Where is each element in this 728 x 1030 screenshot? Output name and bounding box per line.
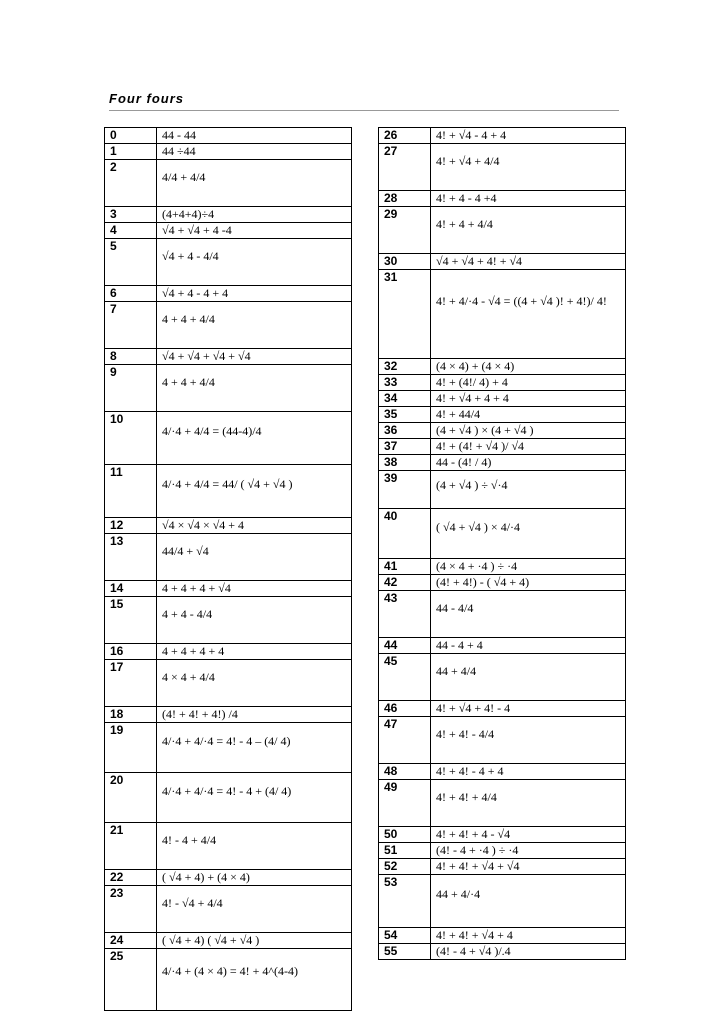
row-expression: 4/·4 + 4/4 = (44-4)/4: [157, 412, 352, 465]
table-row: [105, 949, 352, 1011]
row-number: 17: [105, 660, 157, 707]
table-row: [379, 591, 626, 638]
row-expression: 4! + √4 + 4/4: [431, 144, 626, 191]
row-number: 48: [379, 764, 431, 780]
row-number: 42: [379, 575, 431, 591]
row-number: 1: [105, 144, 157, 160]
row-expression: (4 × 4 + ·4 ) ÷ ·4: [431, 559, 626, 575]
row-expression: 4! - √4 + 4/4: [157, 886, 352, 933]
row-number: 18: [105, 707, 157, 723]
four-fours-table-right: [378, 127, 626, 960]
table-row: [105, 286, 352, 302]
row-expression: √4 + 4 - 4/4: [157, 239, 352, 286]
table-row: [105, 707, 352, 723]
table-row: [379, 859, 626, 875]
row-expression: ( √4 + 4) ( √4 + √4 ): [157, 933, 352, 949]
row-expression: 44 - 4 + 4: [431, 638, 626, 654]
row-expression: 4! + 4! + 4 - √4: [431, 827, 626, 843]
table-row: [379, 559, 626, 575]
row-expression: (4! - 4 + √4 )/.4: [431, 944, 626, 960]
row-expression: 44 - 44: [157, 128, 352, 144]
table-row: [379, 270, 626, 359]
table-row: [379, 455, 626, 471]
row-number: 45: [379, 654, 431, 701]
row-expression: 44 + 4/4: [431, 654, 626, 701]
table-row: [379, 375, 626, 391]
table-row: [105, 933, 352, 949]
title-rule: [109, 110, 619, 111]
row-number: 4: [105, 223, 157, 239]
row-number: 2: [105, 160, 157, 207]
row-number: 34: [379, 391, 431, 407]
row-number: 38: [379, 455, 431, 471]
row-expression: (4 + √4 ) × (4 + √4 ): [431, 423, 626, 439]
table-row: [105, 365, 352, 412]
row-expression: 4/·4 + 4/·4 = 4! - 4 – (4/ 4): [157, 723, 352, 773]
row-number: 31: [379, 270, 431, 359]
row-expression: 44 - (4! / 4): [431, 455, 626, 471]
table-row: [379, 575, 626, 591]
row-number: 47: [379, 717, 431, 764]
table-row: [379, 928, 626, 944]
table-row: [379, 509, 626, 559]
row-number: 24: [105, 933, 157, 949]
row-number: 14: [105, 581, 157, 597]
row-number: 12: [105, 518, 157, 534]
table-row: [379, 701, 626, 717]
row-expression: 4 + 4 + 4 + 4: [157, 644, 352, 660]
table-row: [105, 160, 352, 207]
row-number: 40: [379, 509, 431, 559]
table-row: [379, 144, 626, 191]
row-expression: 4 + 4 - 4/4: [157, 597, 352, 644]
row-expression: 4! + 4! + 4/4: [431, 780, 626, 827]
table-row: [105, 660, 352, 707]
row-number: 19: [105, 723, 157, 773]
row-number: 25: [105, 949, 157, 1011]
row-expression: (4+4+4)÷4: [157, 207, 352, 223]
row-expression: 4! + (4!/ 4) + 4: [431, 375, 626, 391]
row-expression: 4! + √4 - 4 + 4: [431, 128, 626, 144]
row-number: 32: [379, 359, 431, 375]
row-expression: 44 - 4/4: [431, 591, 626, 638]
row-expression: 4! + √4 + 4 + 4: [431, 391, 626, 407]
table-row: [105, 581, 352, 597]
row-expression: 4! + 4! - 4/4: [431, 717, 626, 764]
row-number: 9: [105, 365, 157, 412]
row-number: 3: [105, 207, 157, 223]
row-expression: 4 + 4 + 4/4: [157, 302, 352, 349]
row-expression: (4! + 4!) - ( √4 + 4): [431, 575, 626, 591]
row-expression: 44/4 + √4: [157, 534, 352, 581]
row-expression: 4/4 + 4/4: [157, 160, 352, 207]
row-expression: 4! + 4! + √4 + √4: [431, 859, 626, 875]
table-row: [105, 128, 352, 144]
table-row: [379, 423, 626, 439]
table-row: [105, 302, 352, 349]
table-row: [105, 870, 352, 886]
row-expression: 4! + 4/·4 - √4 = ((4 + √4 )! + 4!)/ 4!: [431, 270, 626, 359]
table-row: [379, 654, 626, 701]
table-row: [379, 191, 626, 207]
table-row: [379, 944, 626, 960]
table-row: [105, 597, 352, 644]
row-number: 54: [379, 928, 431, 944]
row-number: 23: [105, 886, 157, 933]
row-number: 20: [105, 773, 157, 823]
row-expression: 4! + 4 - 4 +4: [431, 191, 626, 207]
table-row: [105, 823, 352, 870]
row-expression: 4 × 4 + 4/4: [157, 660, 352, 707]
row-number: 35: [379, 407, 431, 423]
row-number: 0: [105, 128, 157, 144]
row-number: 15: [105, 597, 157, 644]
table-row: [379, 827, 626, 843]
row-number: 16: [105, 644, 157, 660]
table-row: [379, 128, 626, 144]
row-number: 53: [379, 875, 431, 928]
row-number: 33: [379, 375, 431, 391]
table-row: [379, 207, 626, 254]
table-row: [379, 875, 626, 928]
table-row: [379, 780, 626, 827]
table-row: [105, 534, 352, 581]
row-number: 41: [379, 559, 431, 575]
row-number: 11: [105, 465, 157, 518]
row-number: 22: [105, 870, 157, 886]
row-expression: 44 + 4/·4: [431, 875, 626, 928]
row-number: 27: [379, 144, 431, 191]
row-number: 8: [105, 349, 157, 365]
row-expression: √4 + 4 - 4 + 4: [157, 286, 352, 302]
row-expression: (4 + √4 ) ÷ √·4: [431, 471, 626, 509]
row-expression: 4 + 4 + 4 + √4: [157, 581, 352, 597]
row-number: 5: [105, 239, 157, 286]
row-expression: √4 + √4 + √4 + √4: [157, 349, 352, 365]
row-expression: 4! + 44/4: [431, 407, 626, 423]
page-title: Four fours: [109, 91, 184, 106]
row-expression: (4! + 4! + 4!) /4: [157, 707, 352, 723]
row-expression: 4/·4 + 4/·4 = 4! - 4 + (4/ 4): [157, 773, 352, 823]
table-row: [379, 439, 626, 455]
table-row: [105, 773, 352, 823]
row-expression: ( √4 + √4 ) × 4/·4: [431, 509, 626, 559]
table-row: [379, 843, 626, 859]
row-number: 7: [105, 302, 157, 349]
table-row: [379, 391, 626, 407]
row-expression: 4/·4 + 4/4 = 44/ ( √4 + √4 ): [157, 465, 352, 518]
row-number: 50: [379, 827, 431, 843]
table-row: [105, 349, 352, 365]
table-row: [105, 239, 352, 286]
row-number: 28: [379, 191, 431, 207]
table-row: [105, 144, 352, 160]
table-row: [105, 518, 352, 534]
table-row: [379, 359, 626, 375]
row-number: 26: [379, 128, 431, 144]
row-number: 43: [379, 591, 431, 638]
row-number: 46: [379, 701, 431, 717]
row-number: 44: [379, 638, 431, 654]
row-expression: 4 + 4 + 4/4: [157, 365, 352, 412]
row-expression: √4 + √4 + 4! + √4: [431, 254, 626, 270]
row-number: 52: [379, 859, 431, 875]
table-row: [105, 644, 352, 660]
row-number: 51: [379, 843, 431, 859]
row-number: 30: [379, 254, 431, 270]
row-number: 29: [379, 207, 431, 254]
row-number: 10: [105, 412, 157, 465]
row-expression: 4/·4 + (4 × 4) = 4! + 4^(4-4): [157, 949, 352, 1011]
row-expression: ( √4 + 4) + (4 × 4): [157, 870, 352, 886]
table-row: [105, 223, 352, 239]
row-number: 37: [379, 439, 431, 455]
row-expression: 4! + 4! - 4 + 4: [431, 764, 626, 780]
row-expression: (4! - 4 + ·4 ) ÷ ·4: [431, 843, 626, 859]
row-number: 39: [379, 471, 431, 509]
row-number: 49: [379, 780, 431, 827]
table-row: [379, 638, 626, 654]
row-number: 21: [105, 823, 157, 870]
row-expression: (4 × 4) + (4 × 4): [431, 359, 626, 375]
table-row: [379, 717, 626, 764]
row-expression: √4 × √4 × √4 + 4: [157, 518, 352, 534]
row-expression: 4! + 4 + 4/4: [431, 207, 626, 254]
four-fours-table-left: [104, 127, 352, 1011]
row-expression: 4! + (4! + √4 )/ √4: [431, 439, 626, 455]
row-number: 55: [379, 944, 431, 960]
row-number: 6: [105, 286, 157, 302]
table-row: [379, 764, 626, 780]
table-row: [379, 254, 626, 270]
table-row: [105, 207, 352, 223]
row-expression: 44 ÷44: [157, 144, 352, 160]
row-expression: 4! + √4 + 4! - 4: [431, 701, 626, 717]
row-number: 13: [105, 534, 157, 581]
row-expression: √4 + √4 + 4 -4: [157, 223, 352, 239]
table-row: [105, 465, 352, 518]
row-expression: 4! + 4! + √4 + 4: [431, 928, 626, 944]
table-row: [105, 723, 352, 773]
row-expression: 4! - 4 + 4/4: [157, 823, 352, 870]
table-row: [379, 407, 626, 423]
table-row: [379, 471, 626, 509]
table-row: [105, 886, 352, 933]
table-row: [105, 412, 352, 465]
row-number: 36: [379, 423, 431, 439]
